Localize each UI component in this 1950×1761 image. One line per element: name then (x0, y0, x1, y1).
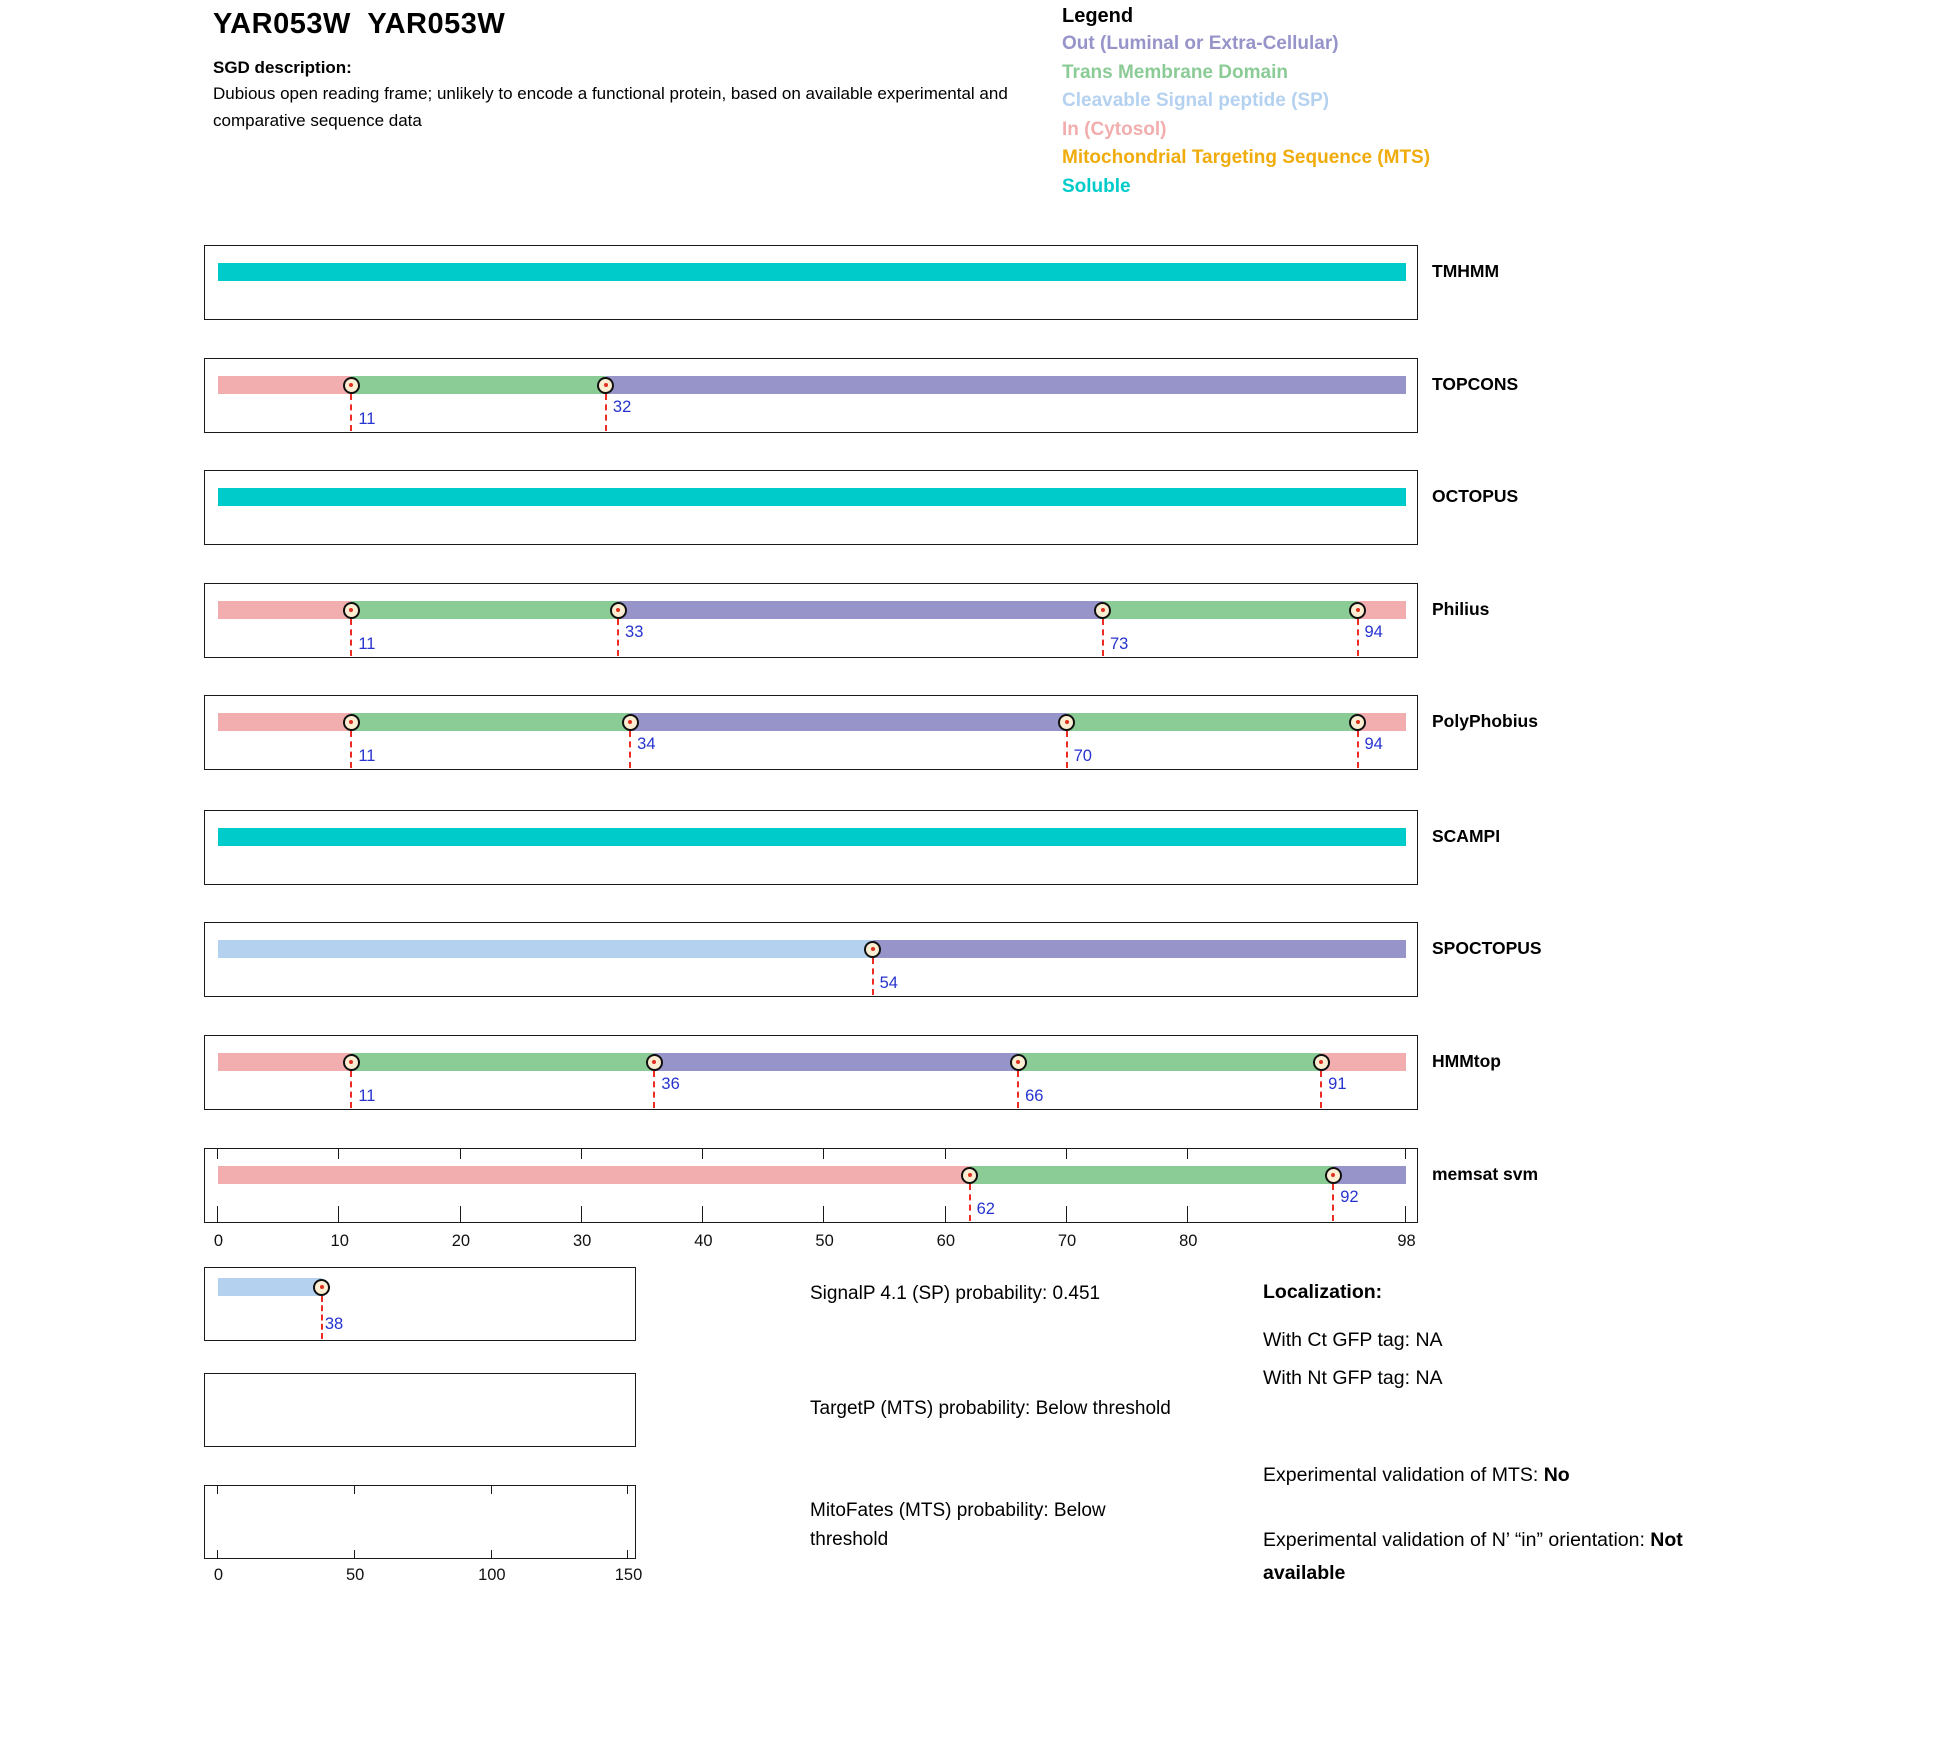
topology-boundary-marker (343, 1054, 360, 1071)
topology-boundary-marker (597, 377, 614, 394)
page-title: YAR053W YAR053W (213, 8, 506, 40)
marker-position-label: 33 (625, 623, 644, 641)
localization-value: NA (1415, 1367, 1443, 1389)
localization-label: Experimental validation of MTS: (1263, 1464, 1544, 1486)
residue-axis-label: 40 (694, 1232, 713, 1250)
segment-tm (351, 713, 630, 731)
topology-boundary-line (350, 619, 352, 656)
marker-center-dot (349, 608, 353, 612)
track-label-polyphobius: PolyPhobius (1432, 711, 1538, 731)
track-label-spoctopus: SPOCTOPUS (1432, 938, 1542, 958)
marker-center-dot (1016, 1060, 1020, 1064)
topology-boundary-line (350, 394, 352, 431)
marker-center-dot (968, 1173, 972, 1177)
axis-tick-top (217, 1149, 218, 1159)
topology-boundary-marker (343, 377, 360, 394)
topology-boundary-line (1332, 1184, 1334, 1221)
topology-boundary-marker (1349, 714, 1366, 731)
track-box-scampi (204, 810, 1418, 885)
marker-position-label: 92 (1340, 1188, 1359, 1206)
segment-in (218, 1053, 351, 1071)
track-box-spoctopus (204, 922, 1418, 997)
topology-bar (218, 828, 1406, 846)
legend (1062, 3, 1430, 201)
track-label-octopus: OCTOPUS (1432, 486, 1519, 506)
track-box-philius (204, 583, 1418, 658)
marker-position-label: 11 (358, 635, 376, 653)
sgd-description-label: SGD description: (213, 58, 352, 77)
segment-out (654, 1053, 1018, 1071)
legend-title: Legend (1062, 5, 1134, 27)
localization-value: No (1543, 1464, 1570, 1486)
axis-tick-bottom (1066, 1206, 1067, 1222)
segment-tm (351, 601, 618, 619)
marker-center-dot (1101, 608, 1105, 612)
marker-center-dot (1356, 720, 1360, 724)
prob-box-mitofates (204, 1485, 636, 1559)
axis-tick-bottom (354, 1550, 355, 1558)
topology-boundary-line (1320, 1071, 1322, 1108)
localization-label: Experimental validation of N’ “in” orientation: (1263, 1529, 1651, 1551)
topology-boundary-marker (1010, 1054, 1027, 1071)
segment-tm (1018, 1053, 1321, 1071)
topology-boundary-marker (622, 714, 639, 731)
axis-tick-bottom (1405, 1206, 1406, 1222)
residue-axis-label: 0 (213, 1232, 224, 1250)
axis-tick-bottom (823, 1206, 824, 1222)
legend-item-tm: Trans Membrane Domain (1062, 61, 1288, 83)
marker-center-dot (1356, 608, 1360, 612)
track-label-memsat-svm: memsat svm (1432, 1164, 1539, 1184)
residue-axis-label: 30 (572, 1232, 592, 1250)
segment-tm (351, 1053, 654, 1071)
marker-position-label: 66 (1025, 1087, 1044, 1105)
segment-in (1321, 1053, 1406, 1071)
prob-axis-label: 50 (345, 1566, 365, 1584)
track-label-scampi: SCAMPI (1432, 826, 1501, 846)
residue-axis-label: 70 (1057, 1232, 1077, 1250)
topology-boundary-marker (1058, 714, 1075, 731)
axis-tick-top (460, 1149, 461, 1159)
topology-boundary-line (653, 1071, 655, 1108)
track-box-tmhmm (204, 245, 1418, 320)
segment-tm (970, 1166, 1334, 1184)
localization-label: With Ct GFP tag: (1263, 1329, 1416, 1351)
marker-center-dot (604, 383, 608, 387)
localization-value: NA (1415, 1329, 1443, 1351)
residue-axis-label: 50 (815, 1232, 834, 1250)
localization-line-3 (1263, 1524, 1753, 1590)
segment-tm (1067, 713, 1358, 731)
topology-boundary-marker (313, 1279, 330, 1296)
marker-center-dot (349, 720, 353, 724)
segment-in (218, 1166, 970, 1184)
segment-soluble (218, 488, 1406, 506)
marker-position-label: 62 (976, 1200, 995, 1218)
residue-axis-label: 60 (936, 1232, 956, 1250)
segment-soluble (218, 263, 1406, 281)
segment-in (218, 713, 351, 731)
localization-label: With Nt GFP tag: (1263, 1367, 1416, 1389)
topology-boundary-line (1066, 731, 1068, 768)
axis-tick-bottom (217, 1206, 218, 1222)
track-box-topcons (204, 358, 1418, 433)
legend-item-in: In (Cytosol) (1062, 118, 1167, 140)
residue-axis-label: 80 (1179, 1232, 1198, 1250)
topology-bar (218, 1053, 1406, 1071)
sgd-description-text: Dubious open reading frame; unlikely to encode a functional protein, based on available experimental and comparative sequence data (213, 84, 1008, 130)
topology-boundary-line (1017, 1071, 1019, 1108)
axis-tick-top (1187, 1149, 1188, 1159)
axis-tick-top (627, 1486, 628, 1494)
topology-boundary-marker (1325, 1167, 1342, 1184)
axis-tick-bottom (491, 1550, 492, 1558)
marker-center-dot (616, 608, 620, 612)
track-box-hmmtop (204, 1035, 1418, 1110)
marker-center-dot (1331, 1173, 1335, 1177)
axis-tick-bottom (627, 1550, 628, 1558)
marker-position-label: 36 (661, 1075, 680, 1093)
axis-tick-bottom (460, 1206, 461, 1222)
prob-axis-label: 100 (478, 1566, 506, 1584)
axis-tick-top (1405, 1149, 1406, 1159)
axis-tick-top (1066, 1149, 1067, 1159)
topology-bar (218, 376, 1406, 394)
topology-boundary-marker (864, 941, 881, 958)
marker-position-label: 54 (879, 974, 898, 992)
localization-line-1 (1263, 1362, 1753, 1395)
topology-boundary-line (1357, 731, 1359, 768)
axis-tick-bottom (217, 1550, 218, 1558)
localization-value: Not available (1263, 1529, 1683, 1584)
prob-box-signalp (204, 1267, 636, 1341)
axis-tick-top (338, 1149, 339, 1159)
track-box-polyphobius (204, 695, 1418, 770)
track-box-octopus (204, 470, 1418, 545)
marker-center-dot (652, 1060, 656, 1064)
legend-item-mts: Mitochondrial Targeting Sequence (MTS) (1062, 147, 1431, 168)
marker-center-dot (1065, 720, 1069, 724)
track-label-hmmtop: HMMtop (1432, 1051, 1502, 1071)
topology-boundary-line (872, 958, 874, 995)
segment-tm (1103, 601, 1358, 619)
localization-line-0 (1263, 1324, 1753, 1357)
segment-sp (218, 1278, 322, 1296)
marker-center-dot (349, 383, 353, 387)
legend-item-sp: Cleavable Signal peptide (SP) (1062, 90, 1330, 111)
axis-tick-bottom (581, 1206, 582, 1222)
legend-items (1062, 30, 1430, 201)
topology-bar (218, 713, 1406, 731)
localization-line-2 (1263, 1459, 1753, 1492)
axis-tick-top (945, 1149, 946, 1159)
topology-boundary-marker (1313, 1054, 1330, 1071)
topology-boundary-line (629, 731, 631, 768)
topology-boundary-line (969, 1184, 971, 1221)
marker-position-label: 11 (358, 410, 376, 428)
residue-axis-label: 20 (451, 1232, 471, 1250)
marker-position-label: 11 (358, 747, 376, 765)
track-label-philius: Philius (1432, 599, 1490, 619)
caption-targetp: TargetP (MTS) probability: Below threshold (810, 1398, 1171, 1419)
axis-tick-top (491, 1486, 492, 1494)
segment-out (873, 940, 1406, 958)
segment-in (218, 601, 351, 619)
topology-boundary-marker (343, 602, 360, 619)
topology-bar (218, 488, 1406, 506)
topology-boundary-marker (1094, 602, 1111, 619)
legend-item-soluble: Soluble (1062, 175, 1131, 197)
segment-in (218, 376, 351, 394)
track-label-topcons: TOPCONS (1432, 374, 1519, 394)
track-box-memsat-svm (204, 1148, 1418, 1223)
localization-title: Localization: (1263, 1281, 1383, 1303)
probability-bar (218, 1278, 628, 1296)
topology-boundary-marker (610, 602, 627, 619)
axis-tick-bottom (338, 1206, 339, 1222)
marker-center-dot (349, 1060, 353, 1064)
segment-out (1333, 1166, 1406, 1184)
track-label-tmhmm: TMHMM (1432, 261, 1500, 281)
topology-bar (218, 940, 1406, 958)
legend-item-out: Out (Luminal or Extra-Cellular) (1062, 33, 1339, 54)
topology-bar (218, 601, 1406, 619)
axis-tick-top (702, 1149, 703, 1159)
caption-signalp: SignalP 4.1 (SP) probability: 0.451 (810, 1283, 1101, 1304)
axis-tick-top (354, 1486, 355, 1494)
topology-boundary-line (350, 1071, 352, 1108)
marker-position-label: 73 (1109, 635, 1129, 653)
axis-tick-top (581, 1149, 582, 1159)
residue-axis-label: 10 (330, 1232, 349, 1250)
residue-axis-label: 98 (1397, 1232, 1416, 1250)
axis-tick-top (823, 1149, 824, 1159)
topology-boundary-marker (343, 714, 360, 731)
segment-soluble (218, 828, 1406, 846)
topology-boundary-marker (961, 1167, 978, 1184)
marker-position-label: 38 (324, 1315, 344, 1333)
marker-position-label: 34 (637, 735, 656, 753)
prob-axis-label: 150 (614, 1566, 643, 1584)
topology-bar (218, 1166, 1406, 1184)
segment-out (618, 601, 1103, 619)
marker-center-dot (871, 947, 875, 951)
marker-center-dot (320, 1285, 324, 1289)
topology-boundary-line (1102, 619, 1104, 656)
marker-position-label: 70 (1073, 747, 1092, 765)
axis-tick-top (217, 1486, 218, 1494)
topology-boundary-marker (646, 1054, 663, 1071)
segment-out (606, 376, 1406, 394)
prob-box-targetp (204, 1373, 636, 1447)
marker-position-label: 11 (358, 1087, 376, 1105)
segment-tm (351, 376, 606, 394)
marker-center-dot (628, 720, 632, 724)
topology-boundary-line (350, 731, 352, 768)
caption-mitofates: MitoFates (MTS) probability: Below threshold (810, 1500, 1106, 1550)
marker-position-label: 94 (1364, 623, 1383, 641)
topology-boundary-line (1357, 619, 1359, 656)
axis-tick-bottom (702, 1206, 703, 1222)
marker-position-label: 94 (1364, 735, 1383, 753)
marker-center-dot (1319, 1060, 1323, 1064)
topology-boundary-line (617, 619, 619, 656)
topology-boundary-line (321, 1296, 323, 1339)
segment-sp (218, 940, 873, 958)
prob-axis-label: 0 (213, 1566, 224, 1584)
marker-position-label: 32 (612, 398, 632, 416)
topology-bar (218, 263, 1406, 281)
axis-tick-bottom (1187, 1206, 1188, 1222)
marker-position-label: 91 (1328, 1075, 1347, 1093)
segment-out (630, 713, 1066, 731)
topology-boundary-line (605, 394, 607, 431)
axis-tick-bottom (945, 1206, 946, 1222)
topology-boundary-marker (1349, 602, 1366, 619)
